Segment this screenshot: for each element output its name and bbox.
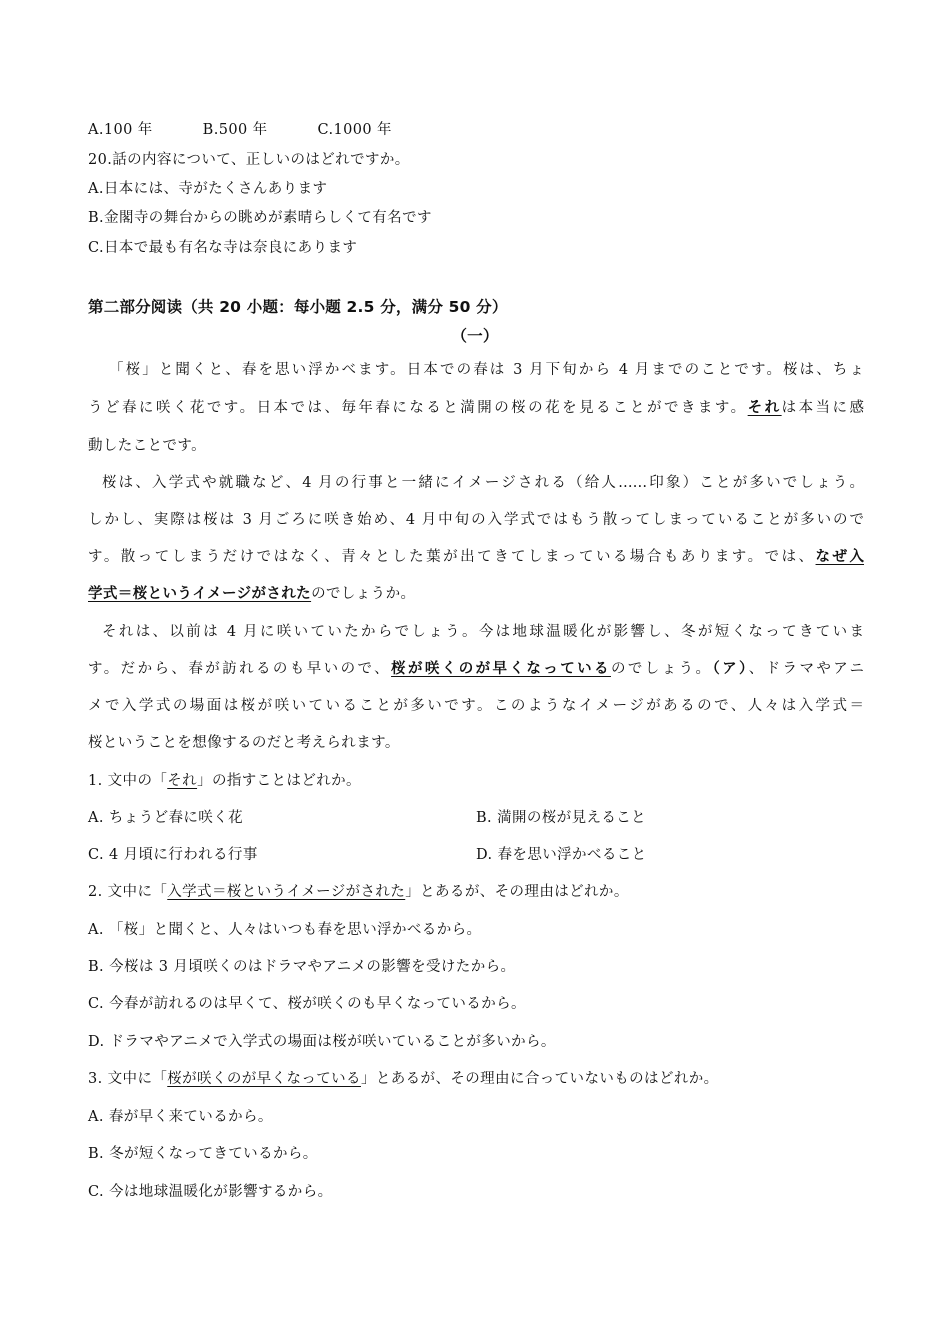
- q2-option-c: C. 今春が訪れるのは早くて、桜が咲くのも早くなっているから。: [88, 996, 526, 1012]
- underlined-sore: それ: [747, 399, 782, 416]
- passage-p2-line4: [88, 584, 864, 604]
- q20-question: 20.話の内容について、正しいのはどれですか。: [88, 152, 410, 168]
- q1-option-d: D. 春を思い浮かべること: [476, 847, 647, 863]
- q1-option-c: C. 4 月頃に行われる行事: [88, 847, 258, 863]
- q3-underlined: 桜が咲くのが早くなっている: [167, 1071, 361, 1087]
- underlined-naze: なぜ入: [815, 548, 865, 565]
- q2-option-a: A. 「桜」と聞くと、人々はいつも春を思い浮かべるから。: [88, 922, 482, 938]
- passage-p2-line3: [88, 547, 864, 567]
- q2-option-d: D. ドラマやアニメで入学式の場面は桜が咲いていることが多いから。: [88, 1034, 556, 1050]
- passage-p1-line1: 「桜」と聞くと、春を思い浮かべます。日本での春は 3 月下旬から 4 月までのことです。桜は、ちょ: [109, 362, 864, 378]
- q1-question: [88, 771, 864, 791]
- q1-pre: 1. 文中の「: [88, 773, 168, 789]
- q3-question: [88, 1069, 864, 1089]
- passage-p3-line3: メで入学式の場面は桜が咲いていることが多いです。このようなイメージがあるので、人々は入学式＝: [88, 698, 864, 714]
- q20-option-b: B.金閣寺の舞台からの眺めが素晴らしくて有名です: [88, 210, 432, 226]
- q3-post: 」とあるが、その理由に合っていないものはどれか。: [360, 1071, 719, 1087]
- q2-option-b: B. 今桜は 3 月頃咲くのはドラマやアニメの影響を受けたから。: [88, 959, 516, 975]
- passage-text: は本当に感: [781, 400, 865, 416]
- passage-text: す。だから、春が訪れるのも早いので、: [88, 661, 392, 677]
- passage-text: 、ドラマやアニ: [748, 661, 864, 677]
- q20-option-c: C.日本で最も有名な寺は奈良にあります: [88, 240, 358, 256]
- passage-p3-line1: それは、以前は 4 月に咲いていたからでしょう。今は地球温暖化が影響し、冬が短くなってきていま: [102, 624, 864, 640]
- q1-underlined: それ: [167, 773, 198, 789]
- q19-options: [88, 120, 864, 140]
- q19-option-b: B.500 年: [202, 122, 268, 138]
- q1-option-b: B. 満開の桜が見えること: [476, 810, 647, 826]
- underlined-early-bloom: 桜が咲くのが早くなっている: [391, 660, 611, 677]
- blank-a: （ア）: [712, 660, 749, 677]
- q1-option-a: A. ちょうど春に咲く花: [88, 810, 243, 826]
- section-heading: 第二部分阅读（共 20 小题：每小题 2.5 分，满分 50 分）: [88, 298, 508, 316]
- q3-option-c: C. 今は地球温暖化が影響するから。: [88, 1184, 333, 1200]
- q20-option-a: A.日本には、寺がたくさんあります: [88, 181, 328, 197]
- section-subheading: （一）: [451, 327, 499, 345]
- passage-text: うど春に咲く花です。日本では、毎年春になると満開の桜の花を見ることができます。: [88, 400, 748, 416]
- passage-p1-line2: [88, 398, 864, 418]
- q1-post: 」の指すことはどれか。: [197, 773, 361, 789]
- q3-pre: 3. 文中に「: [88, 1071, 168, 1087]
- q3-option-b: B. 冬が短くなってきているから。: [88, 1146, 318, 1162]
- passage-text: のでしょう。: [610, 661, 713, 677]
- passage-p2-line2: しかし、実際は桜は 3 月ごろに咲き始め、4 月中旬の入学式ではもう散ってしまっていることが多いので: [88, 512, 864, 528]
- q2-underlined: 入学式＝桜というイメージがされた: [167, 884, 406, 900]
- passage-p3-line4: 桜ということを想像するのだと考えられます。: [88, 735, 400, 751]
- underlined-image-phrase: 学式＝桜というイメージがされた: [88, 585, 312, 602]
- passage-p3-line2: [88, 659, 864, 679]
- q2-pre: 2. 文中に「: [88, 884, 168, 900]
- q2-question: [88, 882, 864, 902]
- passage-p2-line1: 桜は、入学式や就職など、4 月の行事と一緒にイメージされる（给人……印象）ことが多いでしょう。: [102, 475, 864, 491]
- q3-option-a: A. 春が早く来ているから。: [88, 1109, 273, 1125]
- passage-text: のでしょうか。: [311, 586, 416, 602]
- passage-p1-line3: 動したことです。: [88, 438, 207, 454]
- q2-post: 」とあるが、その理由はどれか。: [405, 884, 629, 900]
- passage-text: す。散ってしまうだけではなく、青々とした葉が出てきてしまっている場合もあります。では、: [88, 549, 816, 565]
- q19-option-c: C.1000 年: [317, 122, 392, 138]
- q19-option-a: A.100 年: [88, 122, 153, 138]
